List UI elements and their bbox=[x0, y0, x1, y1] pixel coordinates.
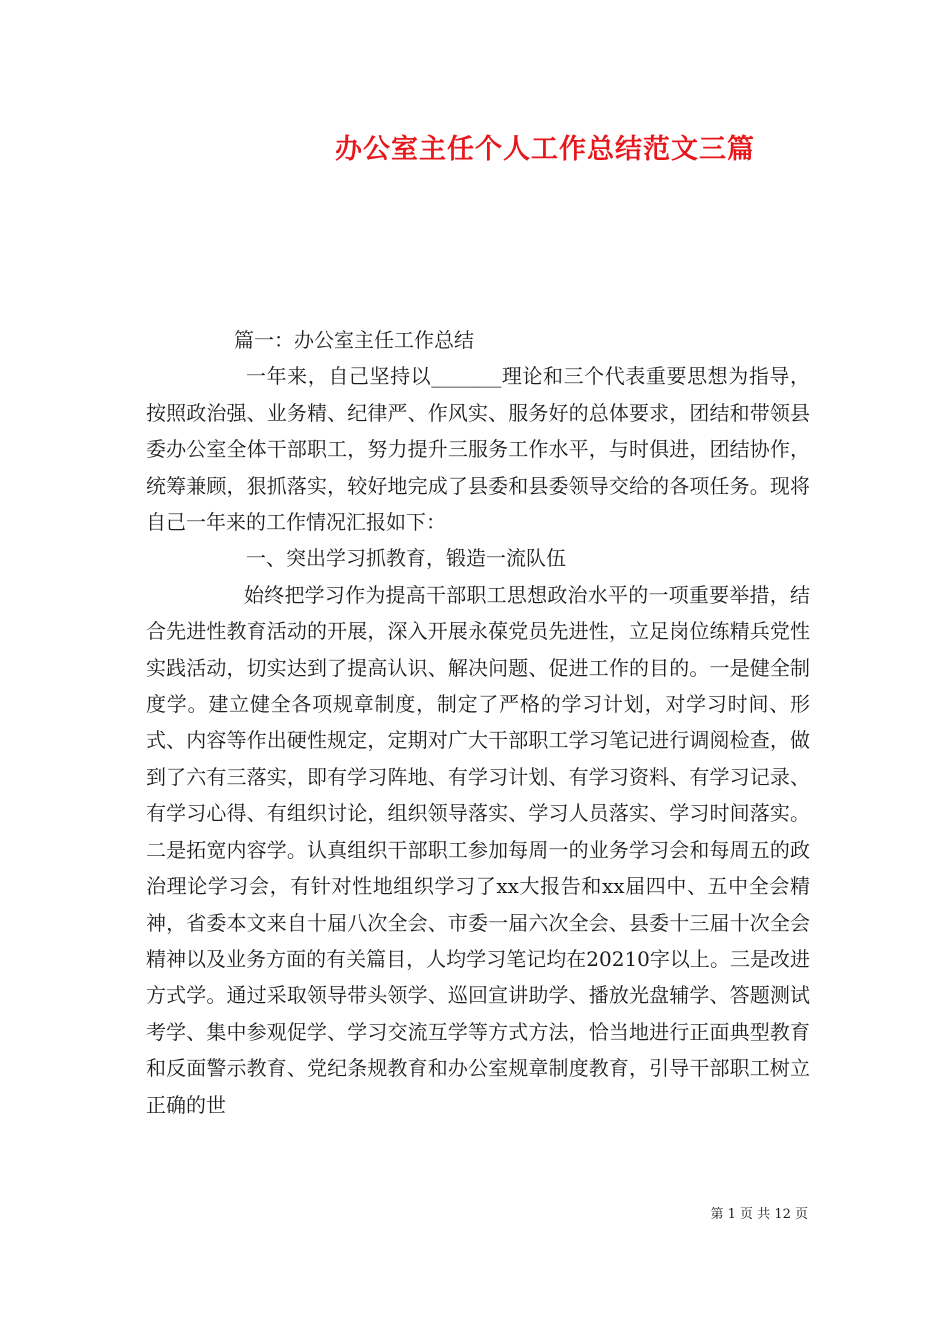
document-body bbox=[146, 322, 810, 1123]
document-title: 办公室主任个人工作总结范文三篇 bbox=[335, 134, 755, 165]
paragraph-intro: 一年来，自己坚持以_______理论和三个代表重要思想为指导，按照政治强、业务精、纪律严、作风实、服务好的总体要求，团结和带领县委办公室全体干部职工，努力提升三服务工作水平，与时俱进，团结协作，统筹兼顾，狠抓落实，较好地完成了县委和县委领导交给的各项任务。现将自己一年来的工作情况汇报如下： bbox=[146, 364, 810, 535]
section-heading: 一、突出学习抓教育，锻造一流队伍 bbox=[246, 546, 566, 571]
page-number: 第 1 页 共 12 页 bbox=[710, 1207, 808, 1222]
part-heading: 篇一：办公室主任工作总结 bbox=[234, 328, 474, 352]
paragraph-study: 始终把学习作为提高干部职工思想政治水平的一项重要举措，结合先进性教育活动的开展，深入开展永葆党员先进性，立足岗位练精兵党性实践活动，切实达到了提高认识、解决问题、促进工作的目的。一是健全制度学。建立健全各项规章制度，制定了严格的学习计划，对学习时间、形式、内容等作出硬性规定，定期对广大干部职工学习笔记进行调阅检查，做到了六有三落实，即有学习阵地、有学习计划、有学习资料、有学习记录、有学习心得、有组织讨论，组织领导落实、学习人员落实、学习时间落实。二是拓宽内容学。认真组织干部职工参加每周一的业务学习会和每周五的政治理论学习会，有针对性地组织学习了xx大报告和xx届四中、五中全会精神，省委本文来自十届八次全会、市委一届六次全会、县委十三届十次全会精神以及业务方面的有关篇目，人均学习笔记均在20210字以上。三是改进方式学。通过采取领导带头领学、巡回宣讲助学、播放光盘辅学、答题测试考学、集中参观促学、学习交流互学等方式方法，恰当地进行正面典型教育和反面警示教育、党纪条规教育和办公室规章制度教育，引导干部职工树立正确的世 bbox=[146, 582, 810, 1117]
